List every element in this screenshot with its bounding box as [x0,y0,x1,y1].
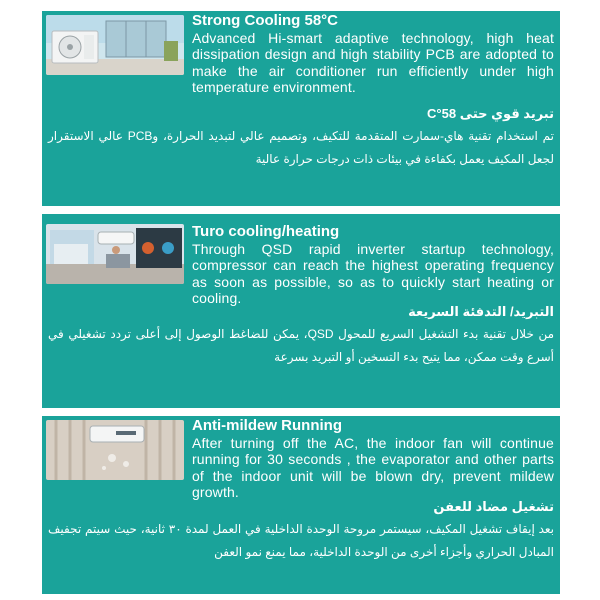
outdoor-unit-rooftop-photo-icon [46,15,184,75]
section-title: Anti-mildew Running [192,417,342,434]
section-body-ar: بعد إيقاف تشغيل المكيف، سيستمر مروحة الوحدة الداخلية في العمل لمدة ٣٠ ثانية، حيث سيتم تجفيف المبادل الحراري وأجزاء أخرى من الوحدة الداخلية، مما يمنع نمو العفن [48,522,555,559]
section-body-en: After turning off the AC, the indoor fan will continue running for 30 seconds , the evaporator and other parts of the indoor unit will be blown dry, prevent mildew growth. [192,435,554,501]
section-title: Strong Cooling 58°C [192,12,338,29]
section-title-ar: تبريد قوي حتى 58°C [427,106,554,121]
section-title: Turo cooling/heating [192,223,340,240]
indoor-unit-wood-wall-photo-icon [46,420,184,480]
feature-panel-turbo-cooling-heating [42,214,560,408]
section-body-en: Advanced Hi-smart adaptive technology, high heat dissipation design and high stability PCB are adopted to make the air conditioner run efficiently under high temperature environment. [192,30,554,96]
feature-panel-anti-mildew [42,416,560,594]
feature-panel-strong-cooling [42,11,560,206]
section-body-ar: تم استخدام تقنية هاي-سمارت المتقدمة للتكيف، وتصميم عالي لتبديد الحرارة، وPCB عالي الاستقرار لجعل المكيف يعمل بكفاءة في بيئات ذات درجات حرارة عالية [48,129,554,166]
section-body-ar: من خلال تقنية بدء التشغيل السريع للمحول QSD، يمكن للضاغط الوصول إلى أعلى تردد تشغيلي في أسرع وقت ممكن، مما يتيح بدء التسخين أو التبريد بسرعة [48,327,555,364]
living-room-ac-photo-icon [46,224,184,284]
section-title-ar: تشغيل مضاد للعفن [433,499,554,514]
section-body-en: Through QSD rapid inverter startup technology, compressor can reach the highest operating frequency as soon as possible, so as to quickly start heating or cooling. [192,241,554,307]
section-title-ar: التبريد/ التدفئة السريعة [408,304,554,319]
